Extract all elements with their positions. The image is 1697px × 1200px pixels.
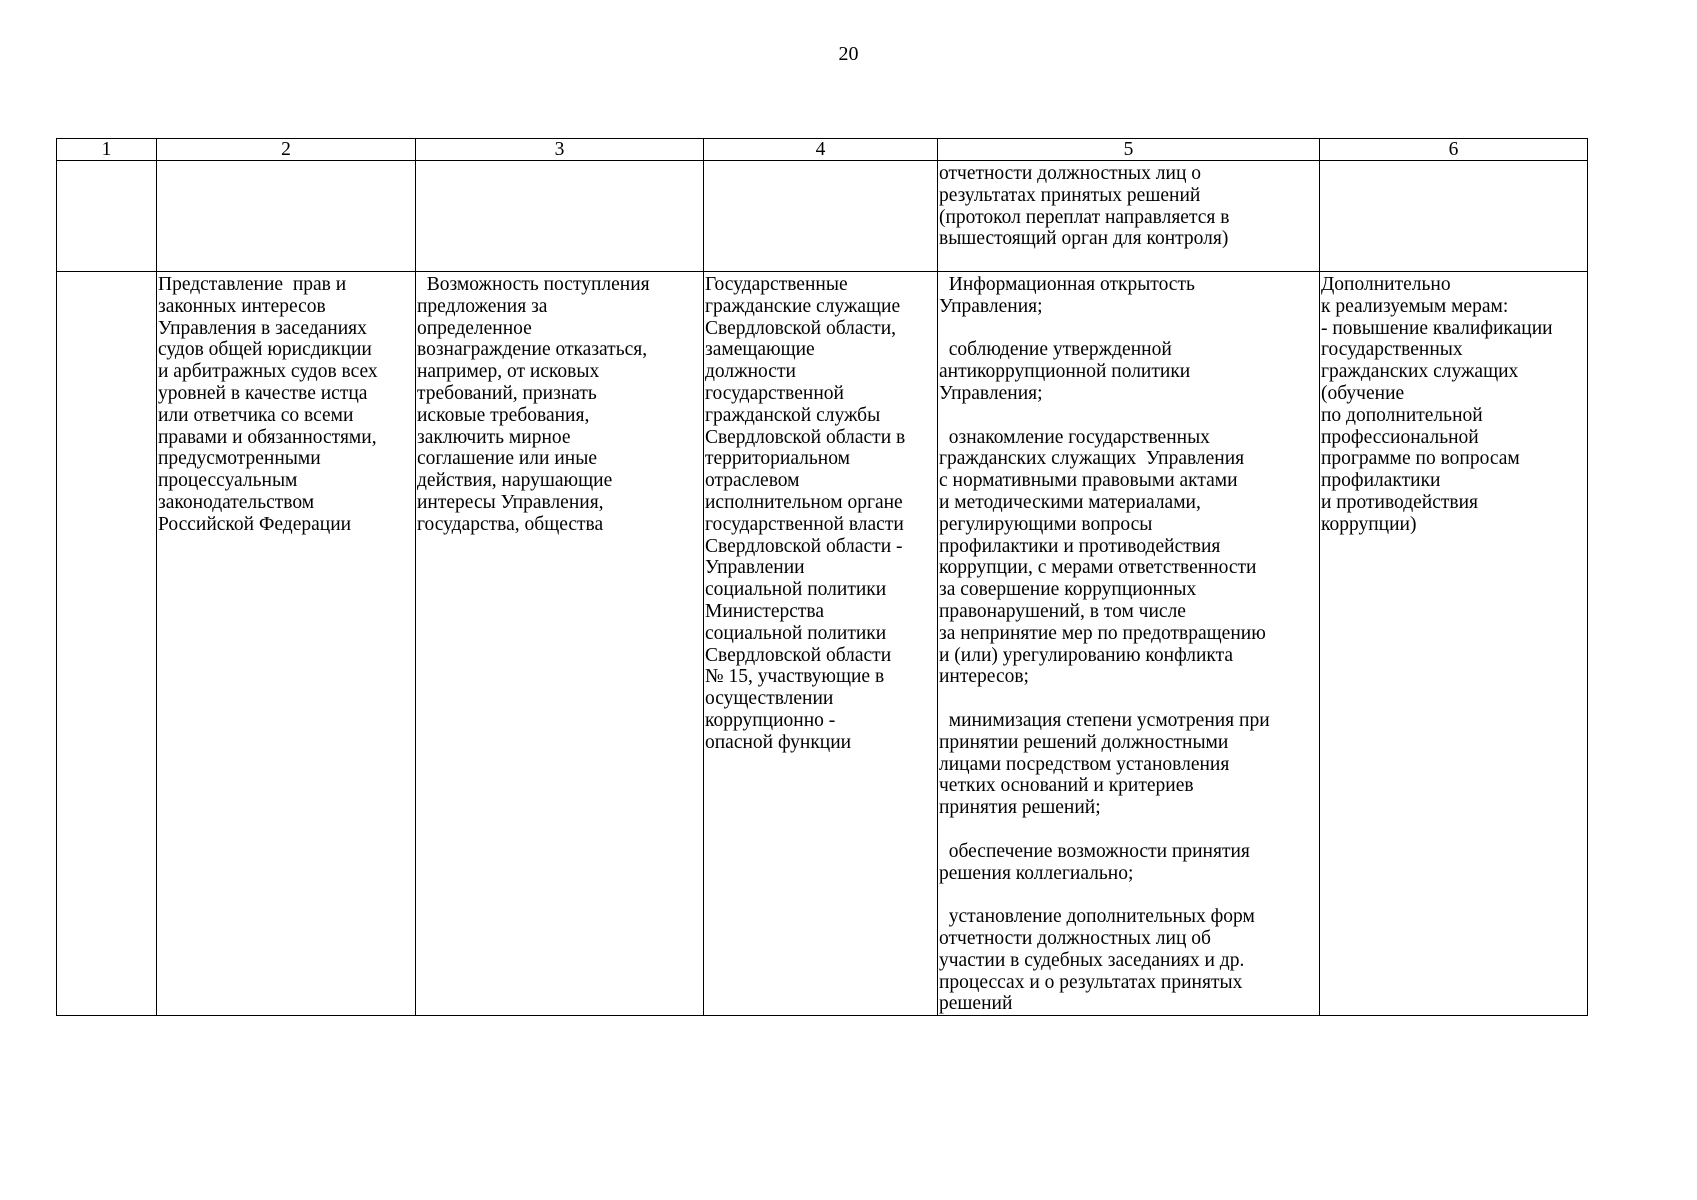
cell-text-line: исполнительном органе [705,491,903,513]
cell-measures [938,272,1320,1016]
cell-text-line: определенное [417,317,532,339]
cell-text-line: Свердловской области - [705,535,903,557]
cell-text-line: государственной власти [705,513,904,535]
cell-text-line: минимизация степени усмотрения при [939,709,1270,731]
cell-text-line: результатах принятых решений [939,184,1201,206]
cell-text-line [939,318,1319,340]
cell-text-line: правами и обязанностями, [158,426,377,448]
cell-text-line: Возможность поступления [417,274,650,295]
cell-text-line: и противодействия [1321,491,1479,513]
cell-text-line: участии в судебных заседаниях и др. [939,949,1245,971]
cell-activity [157,272,416,1016]
cell-text-line: коррупционно - [705,709,836,731]
cell-text-line: судов общей юрисдикции [158,339,372,361]
cell-text-line: четких оснований и критериев [939,775,1194,797]
cell-text-line: предусмотренными [158,448,321,470]
cell-text-line: коррупции, с мерами ответственности [939,557,1257,579]
cell-text-line: Управлении [705,557,805,579]
cell-text-line: Управления; [939,382,1043,404]
cell-text-line: за непринятие мер по предотвращению [939,622,1266,644]
cell-text-line: Свердловской области, [705,317,897,339]
cell-text-line: Управления в заседаниях [158,317,367,339]
cell-text-line: или ответчика со всеми [158,404,354,426]
cell-text-line: законных интересов [158,295,326,317]
cell-text-line: вознаграждение отказаться, [417,339,648,361]
cell-text-line: профессиональной [1321,426,1479,448]
cell-text-line: интересы Управления, [417,491,604,513]
cell-positions [704,272,938,1016]
cell-additional-measures [1320,272,1588,1016]
cell-text-line: обеспечение возможности принятия [939,840,1250,862]
cell-text-line: требований, признать [417,382,597,404]
cell-text-line: замещающие [705,339,815,361]
cell-text-line: социальной политики [705,579,887,601]
cell-text-line: Министерства [705,600,825,622]
cell-text-line: государственных [1321,339,1463,361]
cell-text-line: соблюдение утвержденной [939,339,1172,361]
cell-positions [704,161,938,272]
cell-text-line: государственной [705,382,844,404]
cell-text-line: - повышение квалификации [1321,317,1553,339]
cell-text-line: (протокол переплат направляется в [939,206,1230,228]
cell-text-line: Представление прав и [158,274,347,295]
cell-text-line: отраслевом [705,470,800,492]
cell-text-line: профилактики и противодействия [939,535,1221,557]
measures-table [56,138,1588,1016]
cell-text-line: действия, нарушающие [417,470,613,492]
cell-text-line: гражданских служащих [1321,361,1519,383]
cell-text-line: к реализуемым мерам: [1321,295,1509,317]
cell-text-line: по дополнительной [1321,404,1483,426]
cell-text-line: отчетности должностных лиц об [939,927,1211,949]
column-header-4: 4 [704,139,938,161]
cell-text-line: гражданской службы [705,404,881,426]
cell-measures [938,161,1320,272]
cell-text-line: уровней в качестве истца [158,382,368,404]
cell-text-line: законодательством [158,491,315,513]
cell-activity [157,161,416,272]
cell-number [57,161,157,272]
cell-text-line: Российской Федерации [158,513,352,535]
cell-text-line: правонарушений, в том числе [939,600,1186,622]
column-header-1: 1 [57,139,157,161]
cell-text-line: процессуальным [158,470,298,492]
cell-text-line: (обучение [1321,382,1405,404]
cell-text-line [939,884,1319,906]
cell-text-line: вышестоящий орган для контроля) [939,228,1229,250]
table-row-continuation [57,161,1588,272]
cell-text-line: государства, общества [417,513,604,535]
cell-text-line: соглашение или иные [417,448,597,470]
cell-text-line: № 15, участвующие в [705,666,885,688]
cell-text-line: Дополнительно [1321,274,1451,295]
cell-text-line: и арбитражных судов всех [158,361,378,383]
cell-text-line: гражданских служащих Управления [939,448,1245,470]
cell-text-line: интересов; [939,666,1029,688]
cell-text-line: принятии решений должностными [939,731,1229,753]
cell-text-line: осуществлении [705,688,834,710]
cell-text-line: отчетности должностных лиц о [939,163,1202,184]
cell-risk [416,161,704,272]
cell-text-line: Свердловской области в [705,426,906,448]
cell-text-line: территориальном [705,448,850,470]
cell-text-line: Государственные [705,274,848,295]
cell-text-line: и методическими материалами, [939,491,1201,513]
cell-text-line: решений [939,993,1013,1015]
column-header-5: 5 [938,139,1320,161]
cell-text-line: Информационная открытость [939,274,1195,295]
column-header-2: 2 [157,139,416,161]
cell-text-line: с нормативными правовыми актами [939,470,1238,492]
cell-text-line: установление дополнительных форм [939,906,1255,928]
cell-text-line: предложения за [417,295,548,317]
table-row-court-representation [57,272,1588,1016]
cell-text-line: заключить мирное [417,426,571,448]
cell-text-line: за совершение коррупционных [939,579,1197,601]
cell-text-line [939,688,1319,710]
cell-text-line: регулирующими вопросы [939,513,1153,535]
cell-text-line: например, от исковых [417,361,600,383]
cell-text-line: гражданские служащие [705,295,901,317]
cell-text-line: коррупции) [1321,513,1417,535]
cell-text-line: антикоррупционной политики [939,361,1191,383]
cell-risk [416,272,704,1016]
column-header-6: 6 [1320,139,1588,161]
cell-text-line: лицами посредством установления [939,753,1230,775]
cell-text-line [939,405,1319,427]
cell-text-line: профилактики [1321,470,1441,492]
column-header-3: 3 [416,139,704,161]
cell-text-line: Свердловской области [705,644,892,666]
cell-text-line: исковые требования, [417,404,590,426]
cell-text-line [939,819,1319,841]
cell-text-line: программе по вопросам [1321,448,1520,470]
cell-text-line: социальной политики [705,622,887,644]
cell-text-line: решения коллегиально; [939,862,1134,884]
table-header-row [57,139,1588,161]
cell-additional-measures [1320,161,1588,272]
cell-text-line: процессах и о результатах принятых [939,971,1243,993]
cell-text-line: Управления; [939,295,1043,317]
cell-text-line: принятия решений; [939,797,1101,819]
cell-number [57,272,157,1016]
page-number: 20 [838,43,859,65]
cell-text-line: опасной функции [705,731,852,753]
cell-text-line: и (или) урегулированию конфликта [939,644,1234,666]
cell-text-line: ознакомление государственных [939,426,1210,448]
cell-text-line: должности [705,361,796,383]
